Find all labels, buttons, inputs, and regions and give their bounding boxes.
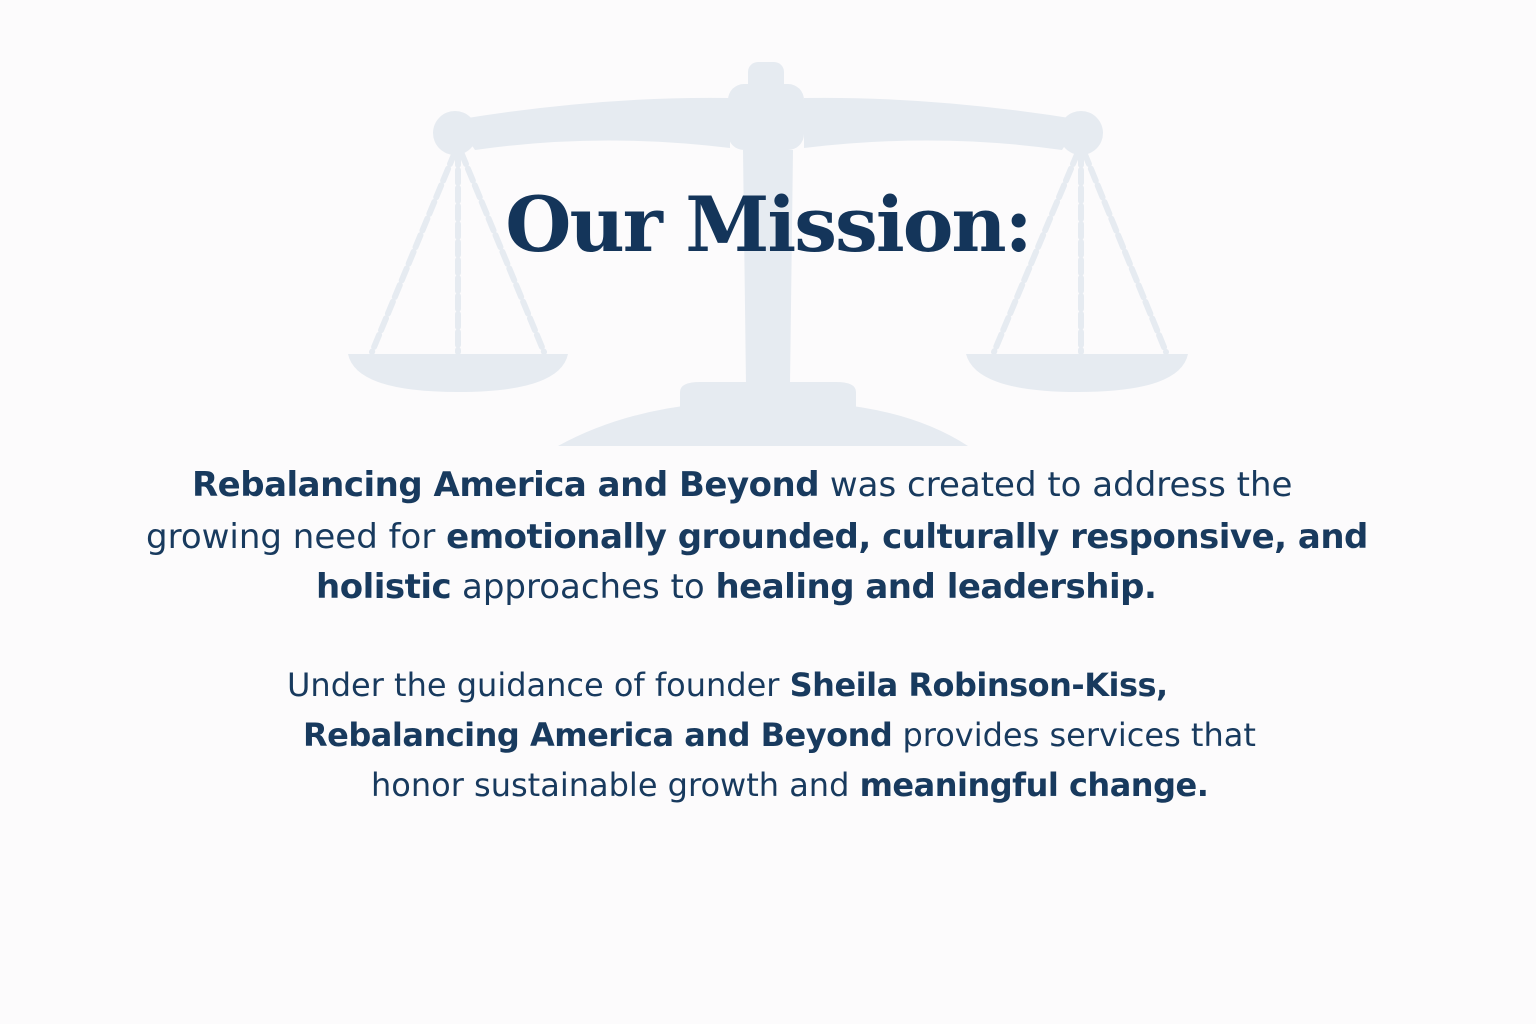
mission-emphasis: meaningful change. — [859, 766, 1209, 804]
page-title: Our Mission: — [505, 180, 1031, 269]
mission-text: growing need for — [146, 517, 447, 557]
mission-text: approaches to — [451, 567, 716, 607]
mission-line — [287, 660, 1168, 710]
mission-emphasis: healing and leadership. — [715, 567, 1157, 607]
founder-name: Sheila Robinson-Kiss, — [789, 666, 1168, 704]
mission-text: was created to address the — [819, 465, 1293, 505]
organization-name: Rebalancing America and Beyond — [192, 465, 820, 505]
mission-line — [192, 460, 1292, 510]
mission-line — [371, 760, 1208, 810]
mission-line — [146, 512, 1368, 562]
mission-emphasis: emotionally grounded, culturally responsive, and — [446, 517, 1368, 557]
mission-emphasis: holistic — [316, 567, 452, 607]
mission-text: provides services that — [892, 716, 1256, 754]
mission-text: honor sustainable growth and — [371, 766, 860, 804]
mission-line — [316, 562, 1156, 612]
organization-name: Rebalancing America and Beyond — [303, 716, 893, 754]
mission-text: Under the guidance of founder — [287, 666, 790, 704]
mission-line — [303, 710, 1256, 760]
